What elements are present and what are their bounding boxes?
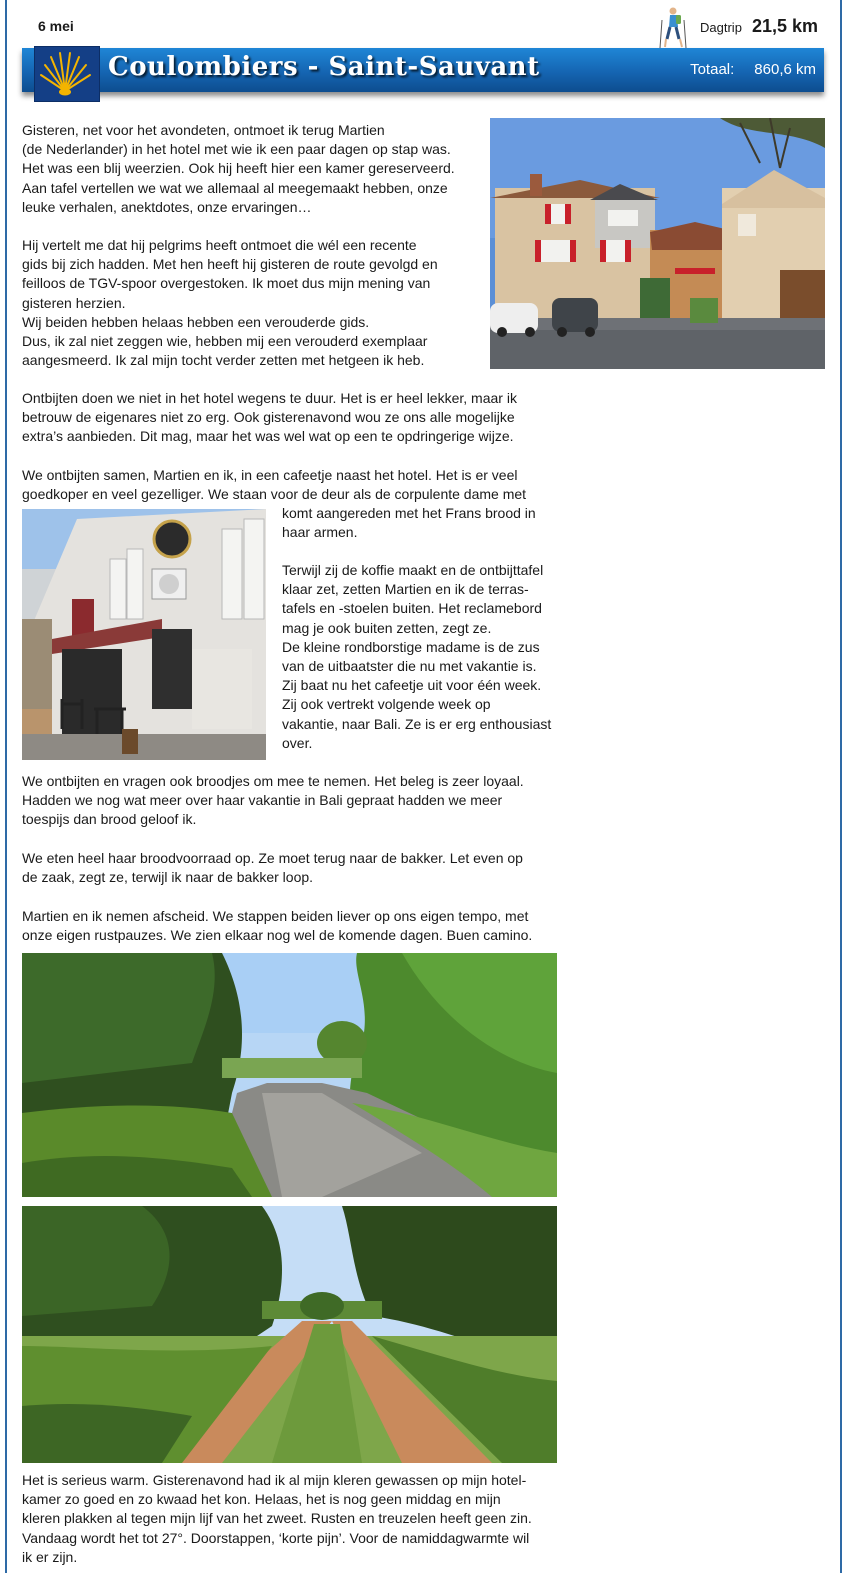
total-value: 860,6 km (754, 61, 816, 78)
hiker-icon (658, 6, 688, 50)
page-title: Coulombiers - Saint-Sauvant (108, 52, 540, 82)
scallop-shell-icon (35, 47, 99, 101)
paragraph-10: Het is serieus warm. Gisterenavond had ik al mijn kleren gewassen op mijn hotel- kamer zo goed en zo kwaad het kon. Helaas, het is nog geen middag en mijn kleren plakken al tegen mijn lijf van het zweet. Rusten en treuzelen heeft geen zin. Vandaag wordt het tot 27°. Doorstappen, ‘korte pijn’. Voor de namiddagwarmte wil ik er zijn. (22, 1472, 532, 1565)
page-frame-right (840, 0, 842, 1573)
total-label: Totaal: (690, 61, 735, 78)
entry-date: 6 mei (38, 18, 74, 34)
trip-distance (700, 16, 818, 37)
shell-badge (34, 46, 100, 102)
paragraph-3: Ontbijten doen we niet in het hotel wegens te duur. Het is er heel lekker, maar ik betrouw de eigenares niet zo erg. Ook gisterenavond wou ze ons alle mogelijke extra’s aanbieden. Dit mag, maar het was wel wat op een te opdringerige wijze. (22, 390, 517, 445)
paragraph-4: We ontbijten samen, Martien en ik, in een cafeetje naast het hotel. Het is er veel goedkoper en veel gezelliger. We staan voor de deur als de corpulente dame met (22, 467, 527, 503)
paved-road-photo (22, 953, 557, 1197)
dirt-track-photo (22, 1206, 557, 1463)
total-distance (690, 61, 816, 78)
paragraph-9: Martien en ik nemen afscheid. We stappen beiden liever op ons eigen tempo, met onze eigen rustpauzes. We zien elkaar nog wel de komende dagen. Buen camino. (22, 908, 533, 944)
trip-value: 21,5 km (751, 16, 818, 36)
paragraph-5: komt aangereden met het Frans brood in haar armen. (282, 505, 536, 541)
page-frame-left (5, 0, 7, 1573)
paragraph-1: Gisteren, net voor het avondeten, ontmoet ik terug Martien (de Nederlander) in het hotel met wie ik een paar dagen op stap was. Het was een blij weerzien. Ook hij heeft hier een kamer gereserveerd. Aan tafel vertellen we wat we allemaal al meegemaakt hebben, onze leuke verhalen, anektdotes, onze ervaringen… (22, 122, 455, 215)
paragraph-6: Terwijl zij de koffie maakt en de ontbijttafel klaar zet, zetten Martien en ik de terras- tafels en -stoelen buiten. Het reclamebord mag je ook buiten zetten, zegt ze. De kleine rondborstige madame is de zus van de uitbaatster die nu met vakantie is. Zij baat nu het cafeetje uit voor één week. Zij ook vertrekt volgende week op vakantie, naar Bali. Ze is er erg enthousiast over. (282, 562, 552, 751)
hotel-photo (490, 118, 825, 369)
paragraph-7: We ontbijten en vragen ook broodjes om mee te nemen. Het beleg is zeer loyaal. Hadden we nog wat meer over haar vakantie in Bali gepraat hadden we meer toespijs dan brood geloof ik. (22, 773, 524, 828)
trip-label: Dagtrip (700, 20, 742, 35)
cafe-photo (22, 509, 266, 760)
paragraph-2: Hij vertelt me dat hij pelgrims heeft ontmoet die wél een recente gids bij zich hadden. Met hen heeft hij gisteren de route gevolgd en feilloos de TGV-spoor overgestoken. Ik moet dus mijn mening van gisteren herzien. Wij beiden hebben helaas hebben een verouderde gids. Dus, ik zal niet zeggen wie, hebben mij een verouderd exemplaar aangesmeerd. Ik zal mijn tocht verder zetten met hetgeen ik heb. (22, 237, 438, 369)
paragraph-8: We eten heel haar broodvoorraad op. Ze moet terug naar de bakker. Let even op de zaak, zegt ze, terwijl ik naar de bakker loop. (22, 850, 523, 886)
